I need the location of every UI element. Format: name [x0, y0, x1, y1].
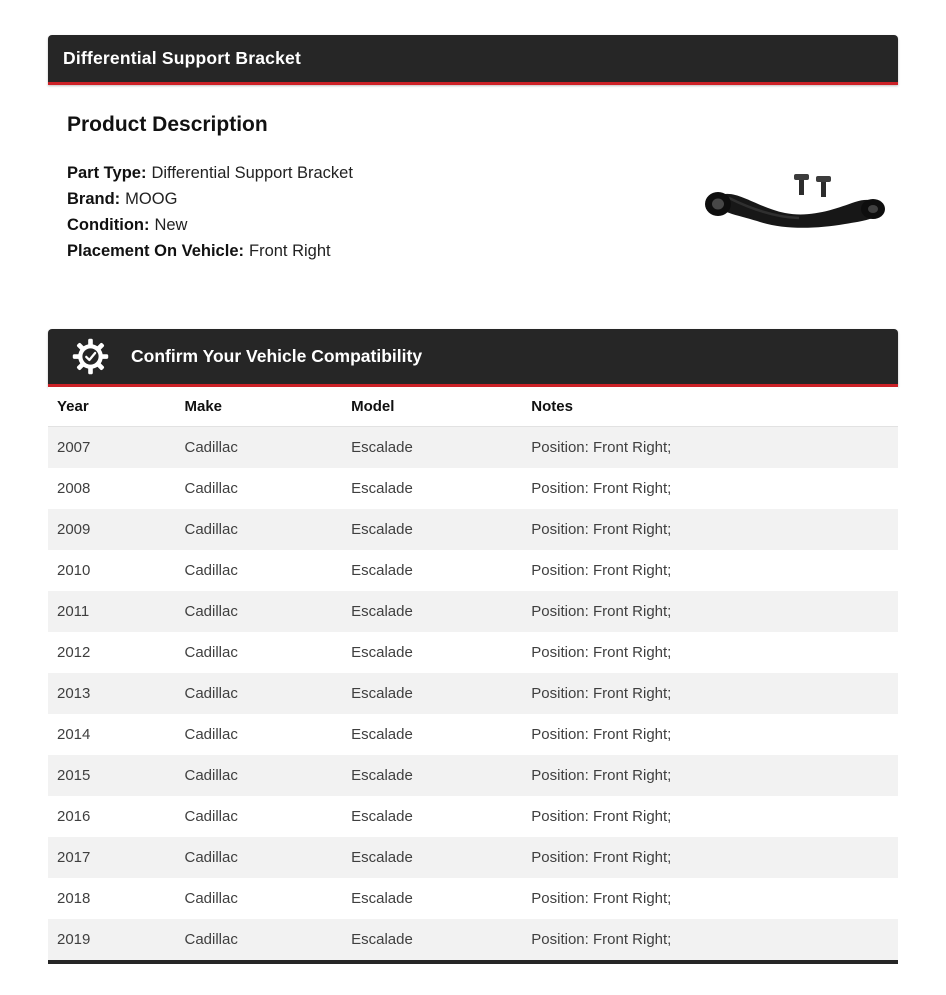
- cell-make: Cadillac: [184, 767, 238, 784]
- cell-notes: Position: Front Right;: [531, 931, 672, 948]
- cell-model: Escalade: [351, 808, 413, 825]
- attribute-condition: [67, 215, 353, 235]
- cell-make: Cadillac: [184, 808, 238, 825]
- cell-model: Escalade: [351, 890, 413, 907]
- cell-year: 2008: [57, 480, 91, 497]
- cell-model: Escalade: [351, 603, 413, 620]
- cell-make: Cadillac: [184, 849, 238, 866]
- product-photo: [703, 171, 888, 233]
- compatibility-table: [48, 387, 898, 960]
- table-row: [48, 468, 898, 509]
- cell-model: Escalade: [351, 562, 413, 579]
- table-row: [48, 878, 898, 919]
- product-attributes: [67, 163, 353, 267]
- cell-model: Escalade: [351, 480, 413, 497]
- table-header-row: [48, 387, 898, 427]
- table-row: [48, 427, 898, 469]
- page: [48, 35, 898, 964]
- cell-notes: Position: Front Right;: [531, 603, 672, 620]
- table-row: [48, 509, 898, 550]
- table-row: [48, 714, 898, 755]
- cell-notes: Position: Front Right;: [531, 439, 672, 456]
- attribute-value: Front Right: [249, 242, 331, 260]
- cell-year: 2012: [57, 644, 91, 661]
- gear-check-icon: [72, 338, 109, 375]
- cell-year: 2010: [57, 562, 91, 579]
- table-row: [48, 919, 898, 960]
- table-row: [48, 673, 898, 714]
- cell-year: 2016: [57, 808, 91, 825]
- compatibility-header: [48, 329, 898, 387]
- table-row: [48, 837, 898, 878]
- compatibility-table-body: [48, 427, 898, 961]
- table-row: [48, 550, 898, 591]
- attribute-value: MOOG: [125, 190, 178, 208]
- cell-notes: Position: Front Right;: [531, 726, 672, 743]
- cell-notes: Position: Front Right;: [531, 808, 672, 825]
- table-row: [48, 591, 898, 632]
- column-header-notes: Notes: [522, 387, 898, 427]
- attribute-value: Differential Support Bracket: [151, 164, 353, 182]
- cell-model: Escalade: [351, 726, 413, 743]
- cell-make: Cadillac: [184, 562, 238, 579]
- cell-year: 2014: [57, 726, 91, 743]
- cell-year: 2011: [57, 603, 90, 620]
- cell-notes: Position: Front Right;: [531, 562, 672, 579]
- cell-make: Cadillac: [184, 890, 238, 907]
- attribute-label: Condition:: [67, 216, 150, 234]
- cell-notes: Position: Front Right;: [531, 767, 672, 784]
- column-header-year: Year: [48, 387, 176, 427]
- cell-year: 2017: [57, 849, 91, 866]
- cell-year: 2007: [57, 439, 91, 456]
- cell-year: 2015: [57, 767, 91, 784]
- cell-notes: Position: Front Right;: [531, 685, 672, 702]
- cell-model: Escalade: [351, 521, 413, 538]
- cell-model: Escalade: [351, 931, 413, 948]
- attribute-placement: [67, 241, 353, 261]
- cell-notes: Position: Front Right;: [531, 480, 672, 497]
- cell-notes: Position: Front Right;: [531, 644, 672, 661]
- product-description-body: [67, 163, 898, 267]
- cell-make: Cadillac: [184, 439, 238, 456]
- cell-model: Escalade: [351, 439, 413, 456]
- compatibility-title: Confirm Your Vehicle Compatibility: [131, 346, 423, 366]
- cell-make: Cadillac: [184, 603, 238, 620]
- page-title: Differential Support Bracket: [63, 48, 302, 68]
- product-description-section: [48, 85, 898, 267]
- cell-make: Cadillac: [184, 480, 238, 497]
- attribute-label: Placement On Vehicle:: [67, 242, 244, 260]
- cell-model: Escalade: [351, 644, 413, 661]
- table-row: [48, 755, 898, 796]
- attribute-brand: [67, 189, 353, 209]
- attribute-part-type: [67, 163, 353, 183]
- cell-model: Escalade: [351, 685, 413, 702]
- attribute-label: Brand:: [67, 190, 121, 208]
- cell-model: Escalade: [351, 767, 413, 784]
- attribute-label: Part Type:: [67, 164, 147, 182]
- cell-make: Cadillac: [184, 521, 238, 538]
- cell-notes: Position: Front Right;: [531, 521, 672, 538]
- cell-make: Cadillac: [184, 931, 238, 948]
- column-header-make: Make: [176, 387, 343, 427]
- cell-model: Escalade: [351, 849, 413, 866]
- table-row: [48, 796, 898, 837]
- cell-make: Cadillac: [184, 685, 238, 702]
- cell-year: 2009: [57, 521, 91, 538]
- product-title-bar: [48, 35, 898, 85]
- cell-make: Cadillac: [184, 644, 238, 661]
- column-header-model: Model: [342, 387, 522, 427]
- cell-notes: Position: Front Right;: [531, 849, 672, 866]
- cell-make: Cadillac: [184, 726, 238, 743]
- table-row: [48, 632, 898, 673]
- attribute-value: New: [154, 216, 188, 234]
- cell-year: 2013: [57, 685, 91, 702]
- cell-notes: Position: Front Right;: [531, 890, 672, 907]
- cell-year: 2018: [57, 890, 91, 907]
- product-description-heading: Product Description: [67, 113, 268, 136]
- cell-year: 2019: [57, 931, 91, 948]
- compatibility-section: [48, 329, 898, 964]
